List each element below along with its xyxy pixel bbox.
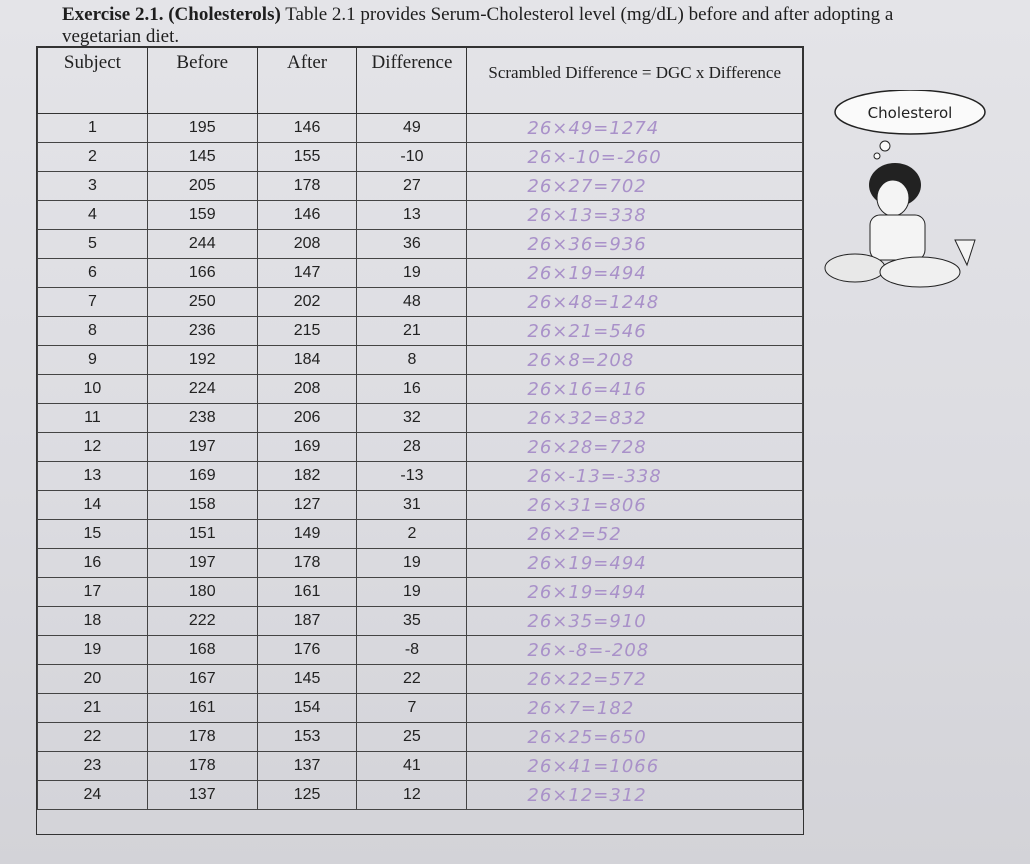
before-cell: 195: [147, 114, 257, 143]
difference-cell: 16: [357, 375, 467, 404]
after-cell: 127: [257, 491, 357, 520]
table-row: [38, 288, 803, 317]
before-cell: 151: [147, 520, 257, 549]
before-cell: 197: [147, 433, 257, 462]
before-cell: 178: [147, 723, 257, 752]
scrambled-difference-cell: 26×21=546: [467, 317, 803, 346]
cartoon-illustration: [815, 90, 995, 320]
subject-cell: 13: [38, 462, 148, 491]
table-row: [38, 259, 803, 288]
subject-cell: 6: [38, 259, 148, 288]
after-cell: 146: [257, 114, 357, 143]
table-row: [38, 636, 803, 665]
subject-cell: 8: [38, 317, 148, 346]
after-cell: 125: [257, 781, 357, 810]
exercise-description: Table 2.1 provides Serum-Cholesterol level (mg/dL) before and after adopting a vegetarian diet.: [62, 4, 894, 47]
after-cell: 178: [257, 172, 357, 201]
table-row: [38, 346, 803, 375]
difference-cell: 2: [357, 520, 467, 549]
scrambled-difference-cell: 26×32=832: [467, 404, 803, 433]
after-cell: 206: [257, 404, 357, 433]
table-row: [38, 665, 803, 694]
scrambled-difference-cell: 26×-13=-338: [467, 462, 803, 491]
scrambled-difference-cell: 26×19=494: [467, 259, 803, 288]
exercise-title: [62, 4, 962, 48]
subject-cell: 17: [38, 578, 148, 607]
difference-cell: 25: [357, 723, 467, 752]
difference-cell: 35: [357, 607, 467, 636]
after-cell: 208: [257, 230, 357, 259]
before-cell: 205: [147, 172, 257, 201]
scrambled-difference-cell: 26×8=208: [467, 346, 803, 375]
before-cell: 238: [147, 404, 257, 433]
after-cell: 154: [257, 694, 357, 723]
difference-cell: 22: [357, 665, 467, 694]
exercise-heading: Exercise 2.1. (Cholesterols): [62, 4, 281, 25]
difference-cell: -13: [357, 462, 467, 491]
header-scrambled-difference: Scrambled Difference = DGC x Difference: [467, 48, 803, 114]
before-cell: 166: [147, 259, 257, 288]
after-cell: 176: [257, 636, 357, 665]
after-cell: 146: [257, 201, 357, 230]
table-row: [38, 491, 803, 520]
scrambled-difference-cell: 26×31=806: [467, 491, 803, 520]
header-subject: Subject: [38, 48, 148, 114]
table-row: [38, 607, 803, 636]
scrambled-difference-cell: 26×2=52: [467, 520, 803, 549]
before-cell: 159: [147, 201, 257, 230]
difference-cell: 8: [357, 346, 467, 375]
subject-cell: 9: [38, 346, 148, 375]
table-row: [38, 723, 803, 752]
difference-cell: 7: [357, 694, 467, 723]
scrambled-difference-cell: 26×19=494: [467, 578, 803, 607]
table-row: [38, 201, 803, 230]
subject-cell: 1: [38, 114, 148, 143]
subject-cell: 24: [38, 781, 148, 810]
after-cell: 149: [257, 520, 357, 549]
subject-cell: 10: [38, 375, 148, 404]
header-difference: Difference: [357, 48, 467, 114]
after-cell: 184: [257, 346, 357, 375]
subject-cell: 5: [38, 230, 148, 259]
difference-cell: 19: [357, 549, 467, 578]
scrambled-difference-cell: 26×27=702: [467, 172, 803, 201]
table-row: [38, 520, 803, 549]
face: [877, 180, 909, 216]
cake-plate: [825, 254, 885, 282]
before-cell: 244: [147, 230, 257, 259]
after-cell: 208: [257, 375, 357, 404]
scrambled-difference-cell: 26×16=416: [467, 375, 803, 404]
table-row: [38, 114, 803, 143]
table-row: [38, 578, 803, 607]
after-cell: 153: [257, 723, 357, 752]
table-row: [38, 462, 803, 491]
subject-cell: 20: [38, 665, 148, 694]
thought-bubble-text: Cholesterol: [867, 104, 953, 122]
before-cell: 145: [147, 143, 257, 172]
difference-cell: 12: [357, 781, 467, 810]
scrambled-difference-cell: 26×36=936: [467, 230, 803, 259]
difference-cell: 28: [357, 433, 467, 462]
difference-cell: 19: [357, 259, 467, 288]
after-cell: 202: [257, 288, 357, 317]
difference-cell: 13: [357, 201, 467, 230]
table-row: [38, 143, 803, 172]
difference-cell: 32: [357, 404, 467, 433]
torso: [870, 215, 925, 260]
after-cell: 161: [257, 578, 357, 607]
food-pile: [880, 257, 960, 287]
sundae-glass: [955, 240, 975, 265]
subject-cell: 12: [38, 433, 148, 462]
before-cell: 224: [147, 375, 257, 404]
before-cell: 178: [147, 752, 257, 781]
before-cell: 192: [147, 346, 257, 375]
table-row: [38, 172, 803, 201]
subject-cell: 2: [38, 143, 148, 172]
before-cell: 158: [147, 491, 257, 520]
before-cell: 250: [147, 288, 257, 317]
difference-cell: 21: [357, 317, 467, 346]
table-row: [38, 230, 803, 259]
before-cell: 161: [147, 694, 257, 723]
before-cell: 222: [147, 607, 257, 636]
difference-cell: 31: [357, 491, 467, 520]
after-cell: 169: [257, 433, 357, 462]
scrambled-difference-cell: 26×-10=-260: [467, 143, 803, 172]
subject-cell: 14: [38, 491, 148, 520]
before-cell: 236: [147, 317, 257, 346]
after-cell: 147: [257, 259, 357, 288]
cholesterol-table: [36, 46, 804, 835]
after-cell: 137: [257, 752, 357, 781]
difference-cell: 48: [357, 288, 467, 317]
after-cell: 155: [257, 143, 357, 172]
before-cell: 197: [147, 549, 257, 578]
subject-cell: 7: [38, 288, 148, 317]
after-cell: 145: [257, 665, 357, 694]
subject-cell: 23: [38, 752, 148, 781]
subject-cell: 22: [38, 723, 148, 752]
subject-cell: 16: [38, 549, 148, 578]
scrambled-difference-cell: 26×-8=-208: [467, 636, 803, 665]
before-cell: 168: [147, 636, 257, 665]
scrambled-difference-cell: 26×49=1274: [467, 114, 803, 143]
before-cell: 137: [147, 781, 257, 810]
header-after: After: [257, 48, 357, 114]
after-cell: 215: [257, 317, 357, 346]
table-row: [38, 404, 803, 433]
table-row: [38, 694, 803, 723]
after-cell: 187: [257, 607, 357, 636]
difference-cell: 41: [357, 752, 467, 781]
subject-cell: 18: [38, 607, 148, 636]
before-cell: 180: [147, 578, 257, 607]
difference-cell: 19: [357, 578, 467, 607]
difference-cell: -10: [357, 143, 467, 172]
scrambled-difference-cell: 26×48=1248: [467, 288, 803, 317]
scrambled-difference-cell: 26×35=910: [467, 607, 803, 636]
header-row: [38, 48, 803, 114]
subject-cell: 11: [38, 404, 148, 433]
table-row: [38, 433, 803, 462]
table-row: [38, 549, 803, 578]
scrambled-difference-cell: 26×22=572: [467, 665, 803, 694]
difference-cell: 36: [357, 230, 467, 259]
subject-cell: 21: [38, 694, 148, 723]
table-row: [38, 317, 803, 346]
table-row: [38, 781, 803, 810]
scrambled-difference-cell: 26×13=338: [467, 201, 803, 230]
header-before: Before: [147, 48, 257, 114]
scrambled-difference-cell: 26×12=312: [467, 781, 803, 810]
scrambled-difference-cell: 26×28=728: [467, 433, 803, 462]
subject-cell: 4: [38, 201, 148, 230]
subject-cell: 15: [38, 520, 148, 549]
before-cell: 169: [147, 462, 257, 491]
bubble-dot: [880, 141, 890, 151]
table-row: [38, 752, 803, 781]
scrambled-difference-cell: 26×7=182: [467, 694, 803, 723]
after-cell: 182: [257, 462, 357, 491]
bubble-dot: [874, 153, 880, 159]
subject-cell: 3: [38, 172, 148, 201]
after-cell: 178: [257, 549, 357, 578]
scrambled-difference-cell: 26×19=494: [467, 549, 803, 578]
table-row: [38, 375, 803, 404]
scrambled-difference-cell: 26×41=1066: [467, 752, 803, 781]
before-cell: 167: [147, 665, 257, 694]
subject-cell: 19: [38, 636, 148, 665]
difference-cell: -8: [357, 636, 467, 665]
difference-cell: 49: [357, 114, 467, 143]
difference-cell: 27: [357, 172, 467, 201]
scrambled-difference-cell: 26×25=650: [467, 723, 803, 752]
